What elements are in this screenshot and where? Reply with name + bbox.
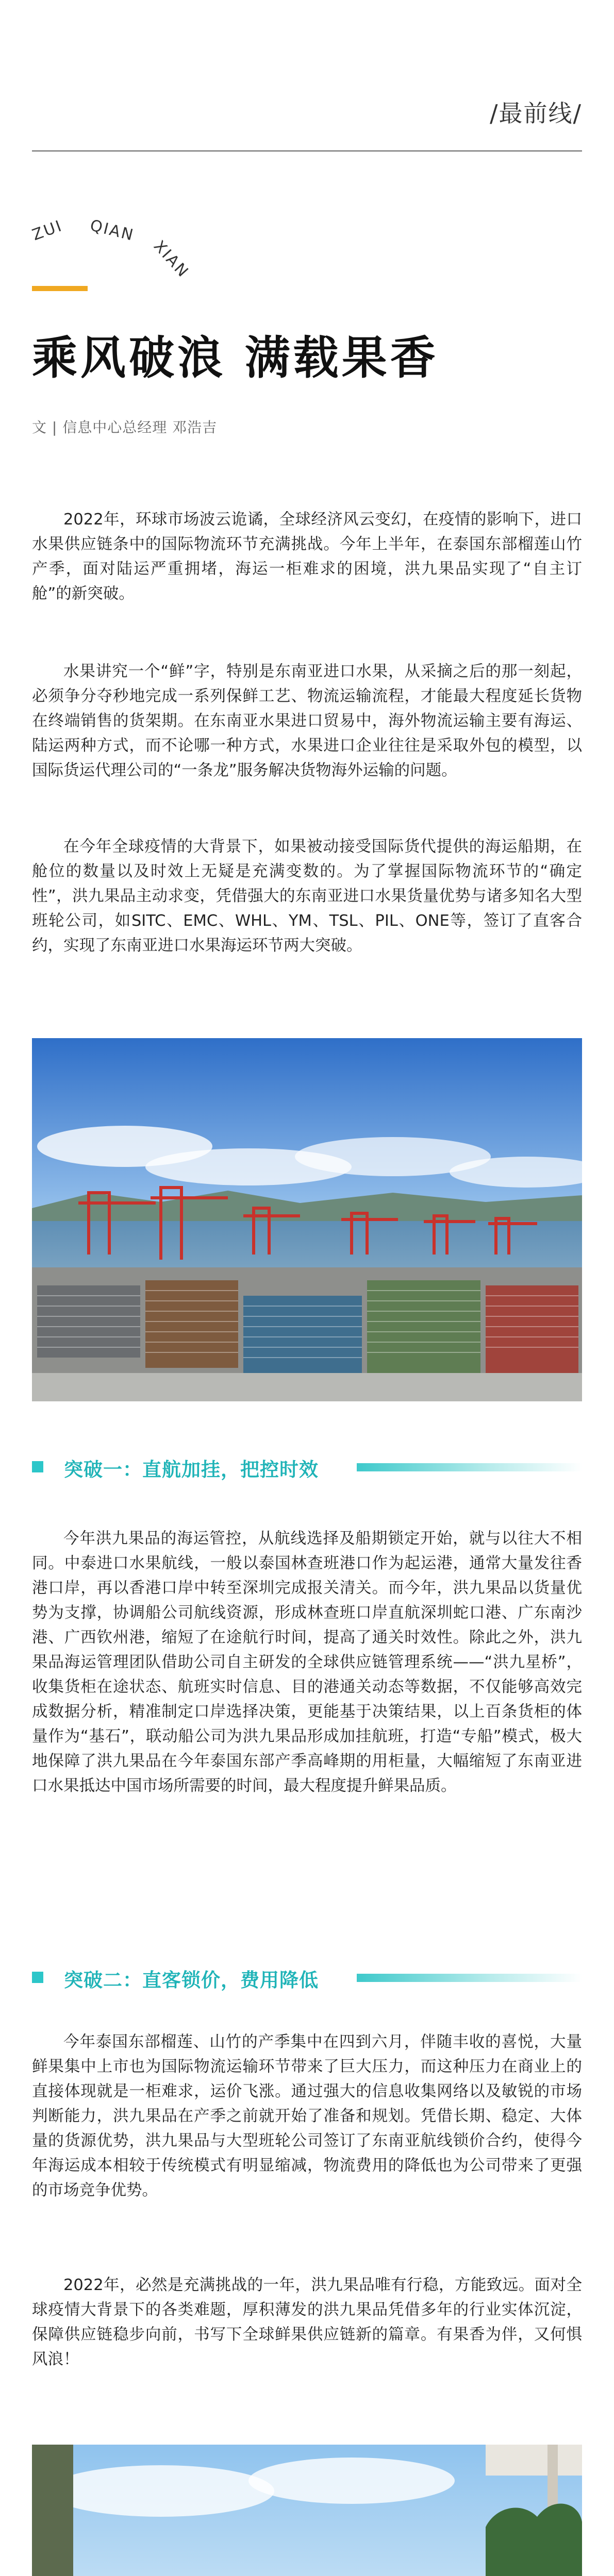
intro-paragraph-1: 2022年，环球市场波云诡谲，全球经济风云变幻，在疫情的影响下，进口水果供应链条中的国际物流环节充满挑战。今年上半年，在泰国东部榴莲山竹产季，面对陆运严重拥堵，海运一柜难求的困境，洪九果品实现了“自主订舱”的新突破。 bbox=[32, 511, 582, 603]
section2-paragraph-1: 今年泰国东部榴莲、山竹的产季集中在四到六月，伴随丰收的喜悦，大量鲜果集中上市也为国际物流运输环节带来了巨大压力，而这种压力在商业上的直接体现就是一柜难求，运价飞涨。通过强大的信息收集网络以及敏锐的市场判断能力，洪九果品在产季之前就开始了准备和规划。凭借长期、稳定、大体量的货源优势，洪九果品与大型班轮公司签订了东南亚航线锁价合约，使得今年海运成本相较于传统模式有明显缩减，物流费用的降低也为公司带来了更强的市场竞争优势。 bbox=[32, 2033, 582, 2199]
section1-heading-text: 突破一：直航加挂，把控时效 bbox=[64, 1459, 319, 1481]
pinyin-word-3: XIAN bbox=[150, 237, 193, 282]
pinyin-word-1: ZUI bbox=[29, 216, 65, 245]
section-tag: /最前线/ bbox=[490, 99, 582, 127]
pinyin-word-2: QIAN bbox=[88, 216, 137, 245]
section1-heading bbox=[32, 1454, 582, 1483]
section2-heading-text: 突破二：直客锁价，费用降低 bbox=[64, 1969, 319, 1991]
section2-gradient-bar bbox=[357, 1974, 582, 1982]
article-byline: 文 | 信息中心总经理 邓浩吉 bbox=[32, 419, 218, 436]
intro-paragraph-2: 水果讲究一个“鲜”字，特别是东南亚进口水果，从采摘之后的那一刻起，必须争分夺秒地完成一系列保鲜工艺、物流运输流程，才能最大程度延长货物在终端销售的货架期。在东南亚水果进口贸易中，海外物流运输主要有海运、陆运两种方式，而不论哪一种方式，水果进口企业往往是采取外包的模型，以国际货运代理公司的“一条龙”服务解决货物海外运输的问题。 bbox=[32, 663, 582, 779]
section1-marker bbox=[32, 1461, 43, 1472]
section2-marker bbox=[32, 1972, 43, 1983]
section1-paragraph: 今年洪九果品的海运管控，从航线选择及船期锁定开始，就与以往大不相同。中泰进口水果航线，一般以泰国林查班港口作为起运港，通常大量发往香港口岸，再以香港口岸中转至深圳完成报关清关。而今年，洪九果品以货量优势为支撑，协调船公司航线资源，形成林查班口岸直航深圳蛇口港、广东南沙港、广西钦州港，缩短了在途航行时间，提高了通关时效性。除此之外，洪九果品海运管理团队借助公司自主研发的全球供应链管理系统——“洪九星桥”，收集货柜在途状态、航班实时信息、目的港通关动态等数据，不仅能够高效完成数据分析，精准制定口岸选择决策，更能基于决策结果，以上百条货柜的体量作为“基石”，联动船公司为洪九果品形成加挂航班，打造“专船”模式，极大地保障了洪九果品在今年泰国东部产季高峰期的用柜量，大幅缩短了东南亚进口水果抵达中国市场所需要的时间，最大程度提升鲜果品质。 bbox=[32, 1530, 582, 1795]
container-port-photo bbox=[32, 1038, 582, 1401]
group-photo bbox=[32, 2445, 582, 2576]
accent-bar bbox=[32, 286, 88, 291]
section2-heading bbox=[32, 1964, 582, 1993]
section2-paragraph-2: 2022年，必然是充满挑战的一年，洪九果品唯有行稳，方能致远。面对全球疫情大背景下的各类难题，厚积薄发的洪九果品凭借多年的行业实体沉淀，保障供应链稳步向前，书写下全球鲜果供应链新的篇章。有果香为伴，又何惧风浪！ bbox=[32, 2276, 582, 2368]
section1-gradient-bar bbox=[357, 1463, 582, 1471]
top-divider bbox=[32, 150, 582, 151]
intro-paragraph-3: 在今年全球疫情的大背景下，如果被动接受国际货代提供的海运船期，在舱位的数量以及时效上无疑是充满变数的。为了掌握国际物流环节的“确定性”，洪九果品主动求变，凭借强大的东南亚进口水果货量优势与诸多知名大型班轮公司，如SITC、EMC、WHL、YM、TSL、PIL、ONE等，签订了直客合约，实现了东南亚进口水果海运环节两大突破。 bbox=[32, 838, 582, 955]
article-title: 乘风破浪 满载果香 bbox=[32, 331, 439, 384]
